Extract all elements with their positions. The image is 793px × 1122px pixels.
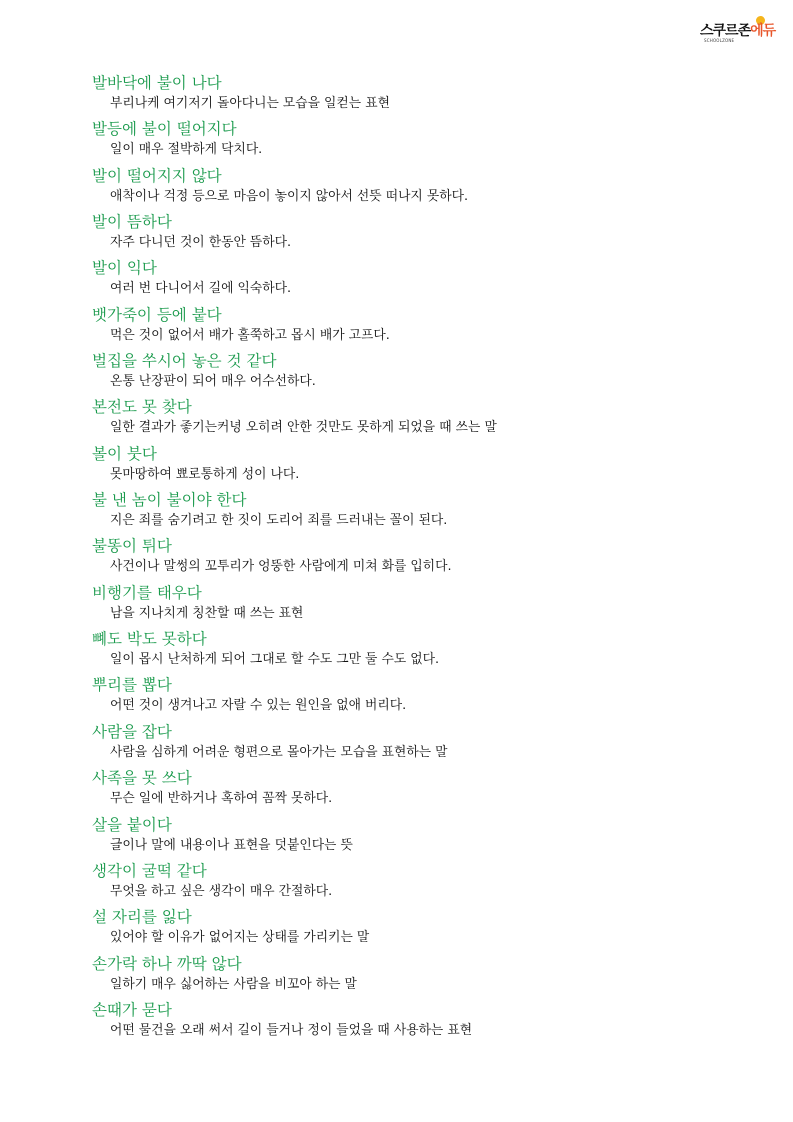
idiom-entry (92, 674, 752, 720)
idiom-entry (92, 814, 752, 860)
idiom-title: 뼤도 박도 못하다 (92, 630, 207, 649)
idiom-title: 발이 뜸하다 (92, 213, 172, 232)
idiom-entry (92, 211, 752, 257)
idiom-meaning: 일이 매우 절박하게 닥치다. (110, 142, 263, 158)
idiom-entry (92, 906, 752, 952)
idiom-title: 발이 익다 (92, 259, 157, 278)
idiom-entry (92, 257, 752, 303)
idiom-meaning: 무엇을 하고 싶은 생각이 매우 간절하다. (110, 883, 333, 899)
idiom-title: 살을 붙이다 (92, 815, 172, 834)
brand-logo (700, 20, 776, 46)
idiom-meaning: 남을 지나치게 칭찬할 때 쓰는 표현 (110, 605, 304, 621)
idiom-title: 손때가 묻다 (92, 1000, 172, 1019)
idiom-entry (92, 999, 752, 1045)
idiom-meaning: 일하기 매우 싫어하는 사람을 비꼬아 하는 말 (110, 976, 357, 992)
idiom-entry (92, 721, 752, 767)
logo-subtext: SCHOOLZONE (704, 38, 735, 43)
idiom-entry (92, 535, 752, 581)
idiom-title: 발등에 불이 떨어지다 (92, 120, 237, 139)
idiom-meaning: 무슨 일에 반하거나 혹하여 꼼짝 못하다. (110, 791, 333, 807)
idiom-entry (92, 396, 752, 442)
idiom-meaning: 사건이나 말썽의 꼬투리가 엉뚱한 사람에게 미쳐 화를 입히다. (110, 559, 452, 575)
idiom-title: 발이 떨어지지 않다 (92, 166, 222, 185)
idiom-entry (92, 165, 752, 211)
idiom-title: 사족을 못 쓰다 (92, 769, 192, 788)
idiom-entry (92, 582, 752, 628)
idiom-entry (92, 118, 752, 164)
idiom-title: 뱃가죽이 등에 붙다 (92, 305, 222, 324)
idiom-entry (92, 443, 752, 489)
idiom-entry (92, 860, 752, 906)
idiom-title: 비행기를 태우다 (92, 583, 202, 602)
idiom-entry (92, 628, 752, 674)
logo-wordmark-main: 스쿠르존 (700, 23, 751, 39)
idiom-meaning: 일한 결과가 좋기는커녕 오히려 안한 것만도 못하게 되었을 때 쓰는 말 (110, 420, 497, 436)
idiom-title: 손가락 하나 까딱 않다 (92, 954, 242, 973)
idiom-title: 설 자리를 잃다 (92, 908, 192, 927)
idiom-title: 볼이 붓다 (92, 444, 157, 463)
logo-wordmark-accent: 에듀 (750, 23, 776, 39)
idiom-meaning: 어떤 것이 생겨나고 자랄 수 있는 원인을 없애 버리다. (110, 698, 407, 714)
idiom-entry (92, 72, 752, 118)
idiom-meaning: 애착이나 걱정 등으로 마음이 놓이지 않아서 선뜻 떠나지 못하다. (110, 188, 469, 204)
idiom-meaning: 먹은 것이 없어서 배가 홀쭉하고 몹시 배가 고프다. (110, 327, 390, 343)
idiom-meaning: 못마땅하여 뾰로통하게 성이 나다. (110, 466, 300, 482)
idiom-meaning: 지은 죄를 숨기려고 한 짓이 도리어 죄를 드러내는 꼴이 된다. (110, 513, 448, 529)
idiom-entry (92, 767, 752, 813)
idiom-meaning: 일이 몹시 난처하게 되어 그대로 할 수도 그만 둘 수도 없다. (110, 652, 440, 668)
idiom-title: 불똥이 튀다 (92, 537, 172, 556)
idiom-meaning: 자주 다니던 것이 한동안 뜸하다. (110, 235, 292, 251)
idiom-title: 뿌리를 뽑다 (92, 676, 172, 695)
idiom-meaning: 부리나케 여기저기 돌아다니는 모습을 일컫는 표현 (110, 96, 390, 111)
idiom-entry (92, 350, 752, 396)
idiom-title: 발바닥에 불이 나다 (92, 74, 222, 92)
idiom-meaning: 온통 난장판이 되어 매우 어수선하다. (110, 374, 316, 390)
idiom-title: 벌집을 쑤시어 놓은 것 같다 (92, 352, 277, 371)
idiom-title: 사람을 잡다 (92, 722, 172, 741)
idiom-meaning: 있어야 할 이유가 없어지는 상태를 가리키는 말 (110, 930, 370, 946)
idiom-meaning: 여러 번 다니어서 길에 익숙하다. (110, 281, 292, 297)
idiom-entry (92, 489, 752, 535)
idiom-entry (92, 304, 752, 350)
idiom-meaning: 글이나 말에 내용이나 표현을 덧붙인다는 뜻 (110, 837, 353, 853)
logo-wordmark (700, 20, 775, 40)
idiom-entry (92, 953, 752, 999)
idiom-title: 본전도 못 찾다 (92, 398, 192, 417)
idiom-list (92, 72, 752, 1045)
idiom-title: 생각이 굴떡 같다 (92, 861, 207, 880)
idiom-title: 불 낸 놈이 불이야 한다 (92, 491, 247, 510)
idiom-meaning: 어떤 물건을 오래 써서 길이 들거나 정이 들었을 때 사용하는 표현 (110, 1022, 473, 1038)
idiom-meaning: 사람을 심하게 어려운 형편으로 몰아가는 모습을 표현하는 말 (110, 744, 448, 760)
